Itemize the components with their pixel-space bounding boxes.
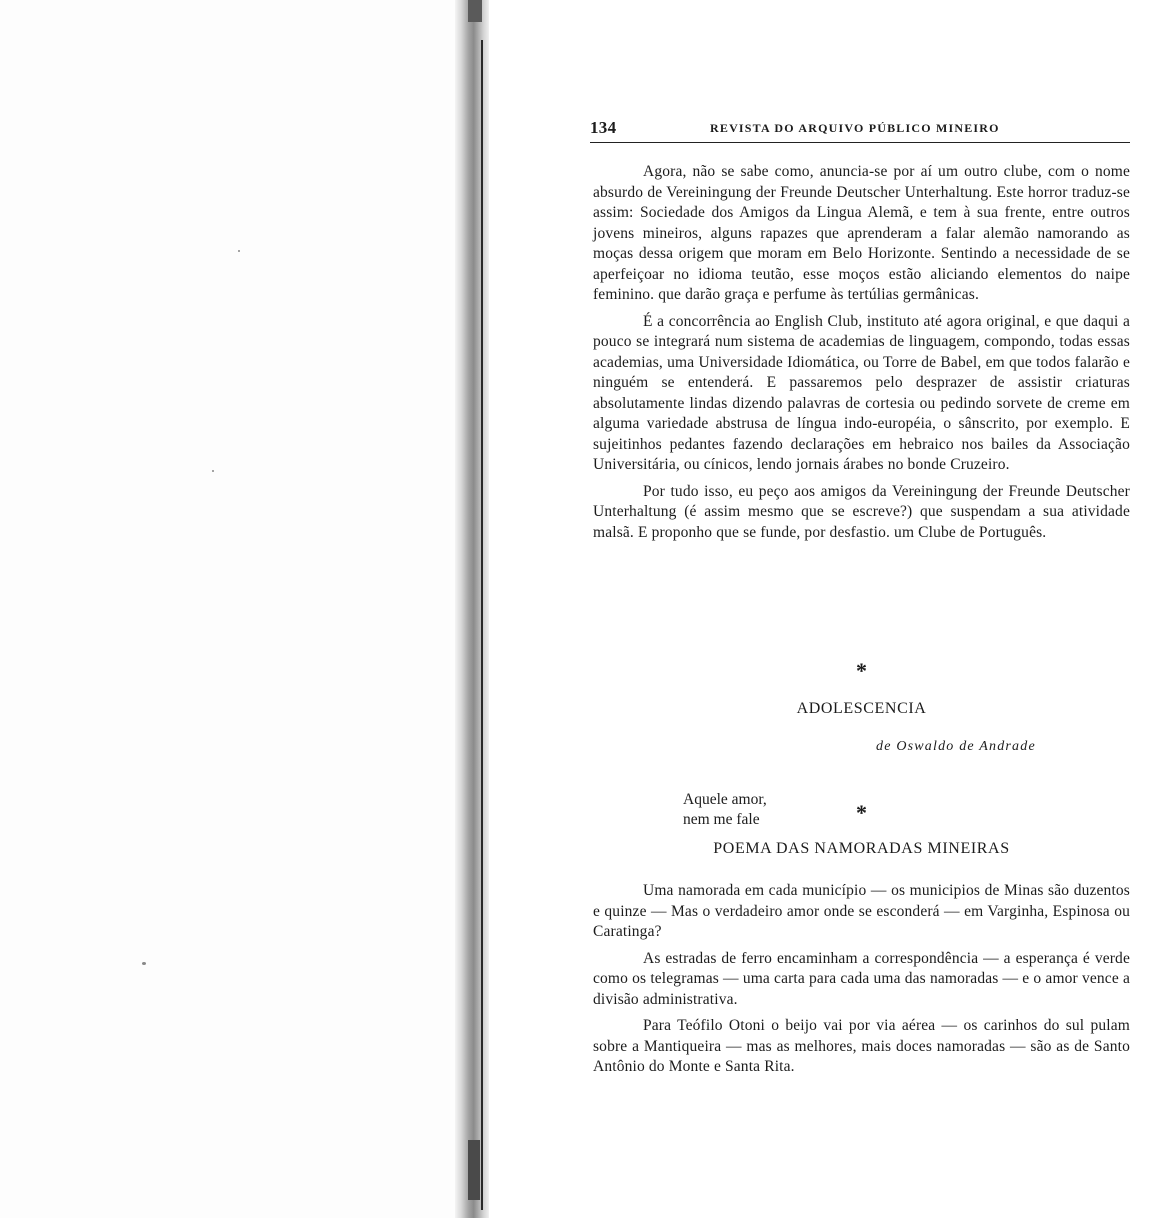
poem-verse-line: nem me fale [683, 811, 760, 828]
section-separator: * [856, 800, 867, 825]
poem-title-adolescencia: ADOLESCENCIA [796, 700, 927, 717]
poem-title-namoradas: POEMA DAS NAMORADAS MINEIRAS [713, 840, 1010, 857]
journal-title: REVISTA DO ARQUIVO PÚBLICO MINEIRO [710, 121, 1000, 135]
book-gutter [455, 0, 489, 1218]
gutter-shadow-bottom [468, 1140, 480, 1200]
gutter-shadow-top [468, 0, 482, 22]
article-body [593, 162, 1130, 543]
paragraph-proposal: Por tudo isso, eu peço aos amigos da Vereiningung der Freunde Deutscher Unterhaltung (é assim mesmo que se escreve?) que suspendam a sua atividade malsã. E proponho que se funde, por desfastio. um Clube de Português. [593, 482, 1130, 541]
poem-author: de Oswaldo de Andrade [876, 739, 1036, 754]
paragraph-english-club: É a concorrência ao English Club, instituto até agora original, e que daqui a pouco se integrará num sistema de academias de linguagem, compondo, todas essas academias, uma Universidade Idiomática, ou Torre de Babel, em que todos falarão e ninguém se entenderá. E passaremos pelo desprazer de assistir criaturas absolutamente lindas dizendo palavras de cortesia ou pedindo sorvete de creme em alguma variedade abstrusa de língua indo-européia, o sânscrito, por exemplo. E sujeitinhos pedantes fazendo declarações em hebraico nos bailes da Associação Universitária, ou cínicos, lendo jornais árabes no bonde Cruzeiro. [593, 312, 1130, 473]
poem-paragraph: As estradas de ferro encaminham a correspondência — a esperança é verde como os telegramas — uma carta para cada uma das namoradas — e o amor vence a divisão administrativa. [593, 949, 1130, 1008]
paragraph-clubs: Agora, não se sabe como, anuncia-se por aí um outro clube, com o nome absurdo de Vereiningung der Freunde Deutscher Unterhaltung. Este horror traduz-se assim: Sociedade dos Amigos da Lingua Alemã, e tem à sua frente, entre outros jovens mineiros, alguns rapazes que aprenderam a falar alemão namorando as moças dessa origem que moram em Belo Horizonte. Sentindo a necessidade de se aperfeiçoar no idioma teutão, esse moços estão aliciando elementos do naipe feminino. que darão graça e perfume às tertúlias germânicas. [593, 163, 1130, 303]
left-blank-page [0, 0, 458, 1218]
speck-mark [238, 250, 240, 252]
poem-paragraph: Para Teófilo Otoni o beijo vai por via aérea — os carinhos do sul pulam sobre a Mantiqueira — mas as melhores, mais doces namoradas — são as de Santo Antônio do Monte e Santa Rita. [593, 1017, 1130, 1075]
poem-paragraph: Uma namorada em cada município — os municipios de Minas são duzentos e quinze — Mas o verdadeiro amor onde se esconderá — em Varginha, Espinosa ou Caratinga? [593, 882, 1130, 940]
page-number: 134 [590, 118, 617, 137]
poem-namoradas-body [593, 881, 1130, 1078]
running-head [590, 118, 1130, 140]
speck-mark [212, 470, 214, 472]
section-separator: * [856, 658, 867, 683]
poem-verse-line: Aquele amor, [683, 791, 767, 808]
gutter-edge-line [481, 40, 483, 1210]
header-rule [590, 142, 1130, 143]
speck-mark [142, 962, 146, 965]
